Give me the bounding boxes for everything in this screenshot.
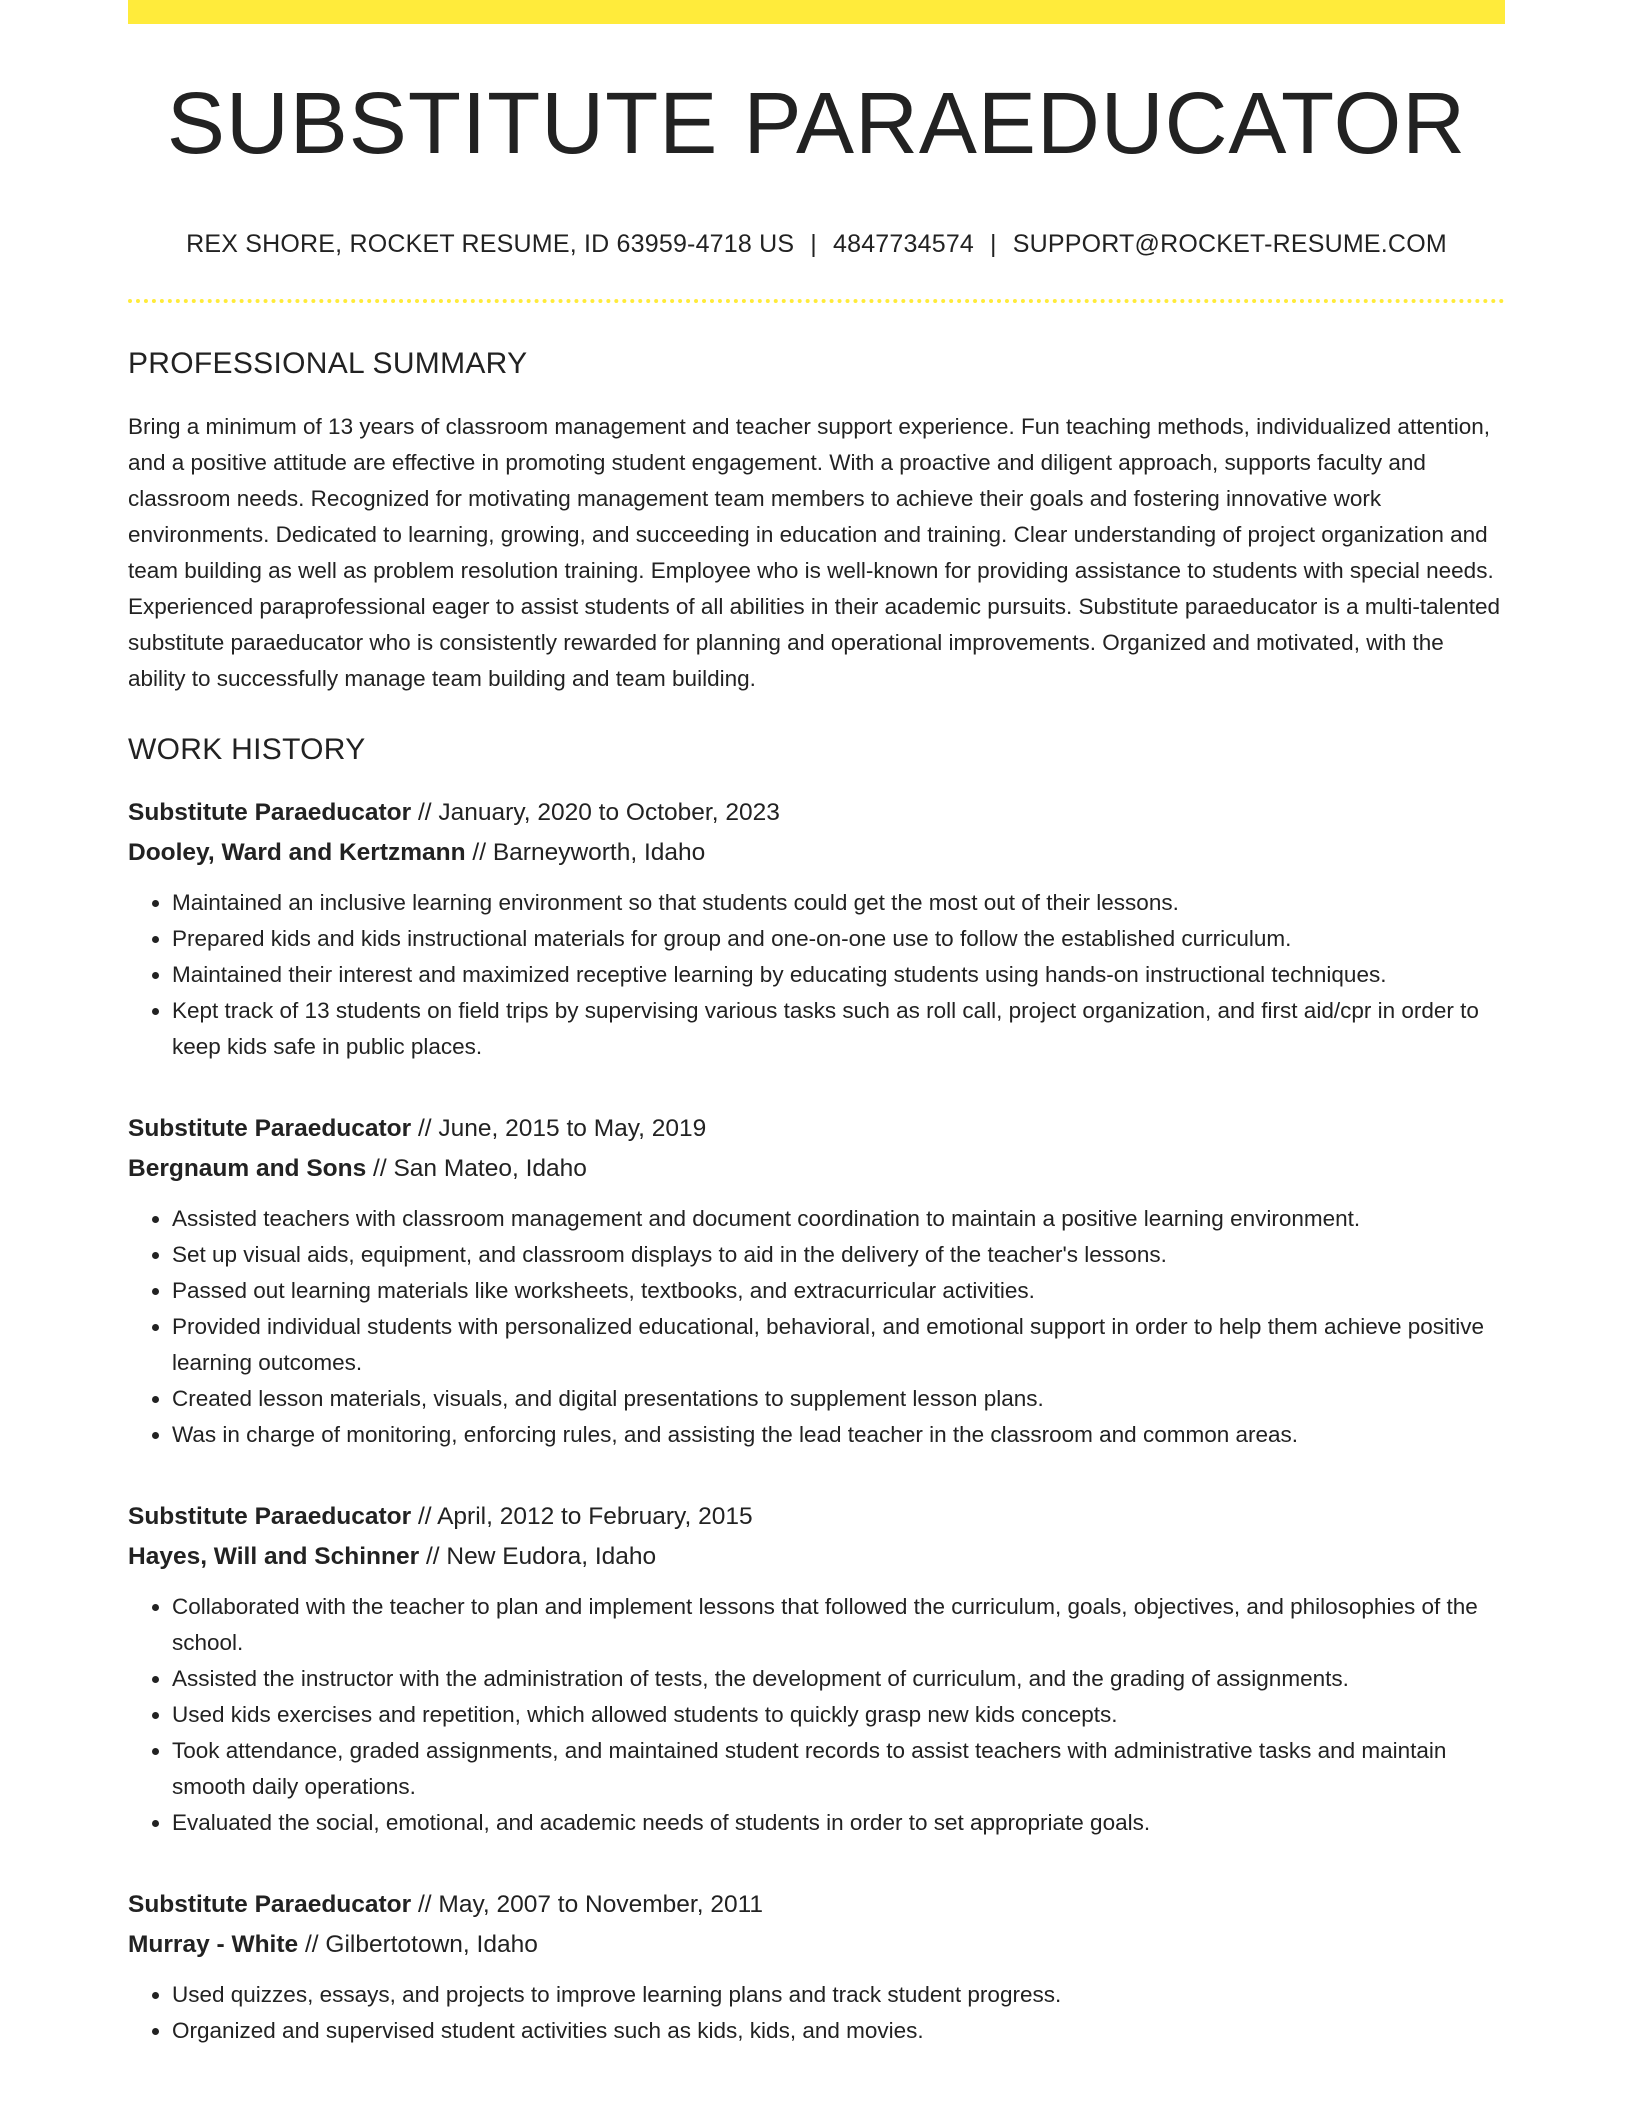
job-bullet: • Passed out learning materials like worksheets, textbooks, and extracurricular activities. bbox=[172, 1273, 1505, 1309]
contact-phone: 4847734574 bbox=[832, 230, 975, 258]
job-bullets bbox=[128, 1201, 1505, 1453]
summary-text: Bring a minimum of 13 years of classroom management and teacher support experience. Fun teaching methods, individualized attention, and a positive attitude are effective in promoting student engagement. With a proactive and diligent approach, supports faculty and classroom needs. Recognized for motivating management team members to achieve their goals and fostering innovative work environments. Dedicated to learning, growing, and succeeding in education and training. Clear understanding of project organization and team building as well as problem resolution training. Employee who is well-known for providing assistance to students with special needs. Experienced paraprofessional eager to assist students of all abilities in their academic pursuits. Substitute paraeducator is a multi-talented substitute paraeducator who is consistently rewarded for planning and operational improvements. Organized and motivated, with the ability to successfully manage team building and team building. bbox=[128, 414, 1500, 691]
contact-separator: | bbox=[810, 230, 817, 258]
contact-address: REX SHORE, ROCKET RESUME, ID 63959-4718 US bbox=[186, 230, 795, 258]
work-history-heading: WORK HISTORY bbox=[128, 733, 366, 766]
job-company-line bbox=[128, 1149, 1505, 1189]
job-bullet: • Took attendance, graded assignments, and maintained student records to assist teachers with administrative tasks and maintain smooth daily operations. bbox=[172, 1733, 1505, 1805]
job-location: // Barneyworth, Idaho bbox=[465, 839, 706, 866]
job-bullets bbox=[128, 1589, 1505, 1841]
job-company: Murray - White bbox=[128, 1931, 299, 1958]
resume-page bbox=[128, 0, 1505, 2049]
job-dates: // April, 2012 to February, 2015 bbox=[411, 1503, 753, 1530]
job-bullet: • Set up visual aids, equipment, and classroom displays to aid in the delivery of the teacher's lessons. bbox=[172, 1237, 1505, 1273]
page-title: SUBSTITUTE PARAEDUCATOR bbox=[166, 75, 1467, 172]
job-bullet: • Maintained an inclusive learning environment so that students could get the most out of their lessons. bbox=[172, 885, 1505, 921]
job-role-line bbox=[128, 793, 1505, 833]
dotted-divider bbox=[128, 299, 1505, 303]
job-dates: // May, 2007 to November, 2011 bbox=[411, 1891, 764, 1918]
job-bullet: • Organized and supervised student activities such as kids, kids, and movies. bbox=[172, 2013, 1505, 2049]
contact-line bbox=[128, 230, 1505, 259]
job-bullet: • Used kids exercises and repetition, which allowed students to quickly grasp new kids concepts. bbox=[172, 1697, 1505, 1733]
job-role-line bbox=[128, 1885, 1505, 1925]
job-bullet: • Provided individual students with personalized educational, behavioral, and emotional support in order to help them achieve positive learning outcomes. bbox=[172, 1309, 1505, 1381]
job-bullets bbox=[128, 885, 1505, 1065]
job-company-line bbox=[128, 1537, 1505, 1577]
job-role: Substitute Paraeducator bbox=[128, 1891, 412, 1918]
job-role: Substitute Paraeducator bbox=[128, 799, 412, 826]
job-entry bbox=[128, 1497, 1505, 1841]
job-company: Bergnaum and Sons bbox=[128, 1155, 367, 1182]
job-bullet: • Created lesson materials, visuals, and digital presentations to supplement lesson plans. bbox=[172, 1381, 1505, 1417]
job-company-line bbox=[128, 1925, 1505, 1965]
job-company: Dooley, Ward and Kertzmann bbox=[128, 839, 466, 866]
job-company-line bbox=[128, 833, 1505, 873]
job-bullets bbox=[128, 1977, 1505, 2049]
job-entry bbox=[128, 1109, 1505, 1453]
job-bullet: • Evaluated the social, emotional, and academic needs of students in order to set appropriate goals. bbox=[172, 1805, 1505, 1841]
job-role: Substitute Paraeducator bbox=[128, 1503, 412, 1530]
job-entry bbox=[128, 1885, 1505, 2049]
job-bullet: • Prepared kids and kids instructional materials for group and one-on-one use to follow the established curriculum. bbox=[172, 921, 1505, 957]
job-role-line bbox=[128, 1109, 1505, 1149]
job-bullet: • Was in charge of monitoring, enforcing rules, and assisting the lead teacher in the classroom and common areas. bbox=[172, 1417, 1505, 1453]
job-bullet: • Collaborated with the teacher to plan and implement lessons that followed the curriculum, goals, objectives, and philosophies of the school. bbox=[172, 1589, 1505, 1661]
job-dates: // January, 2020 to October, 2023 bbox=[411, 799, 780, 826]
job-bullet: • Assisted teachers with classroom management and document coordination to maintain a positive learning environment. bbox=[172, 1201, 1505, 1237]
job-bullet: • Assisted the instructor with the administration of tests, the development of curriculum, and the grading of assignments. bbox=[172, 1661, 1505, 1697]
job-bullet: • Maintained their interest and maximized receptive learning by educating students using hands-on instructional techniques. bbox=[172, 957, 1505, 993]
accent-top-bar bbox=[128, 0, 1505, 24]
job-bullet: • Kept track of 13 students on field trips by supervising various tasks such as roll call, project organization, and first aid/cpr in order to keep kids safe in public places. bbox=[172, 993, 1505, 1065]
job-dates: // June, 2015 to May, 2019 bbox=[411, 1115, 707, 1142]
job-bullet: • Used quizzes, essays, and projects to improve learning plans and track student progress. bbox=[172, 1977, 1505, 2013]
job-location: // Gilbertotown, Idaho bbox=[298, 1931, 538, 1958]
job-role-line bbox=[128, 1497, 1505, 1537]
job-entry bbox=[128, 793, 1505, 1065]
job-role: Substitute Paraeducator bbox=[128, 1115, 412, 1142]
job-location: // New Eudora, Idaho bbox=[419, 1543, 657, 1570]
contact-email: SUPPORT@ROCKET-RESUME.COM bbox=[1012, 230, 1447, 258]
contact-separator: | bbox=[990, 230, 997, 258]
summary-heading: PROFESSIONAL SUMMARY bbox=[128, 347, 528, 380]
job-location: // San Mateo, Idaho bbox=[366, 1155, 587, 1182]
job-company: Hayes, Will and Schinner bbox=[128, 1543, 420, 1570]
